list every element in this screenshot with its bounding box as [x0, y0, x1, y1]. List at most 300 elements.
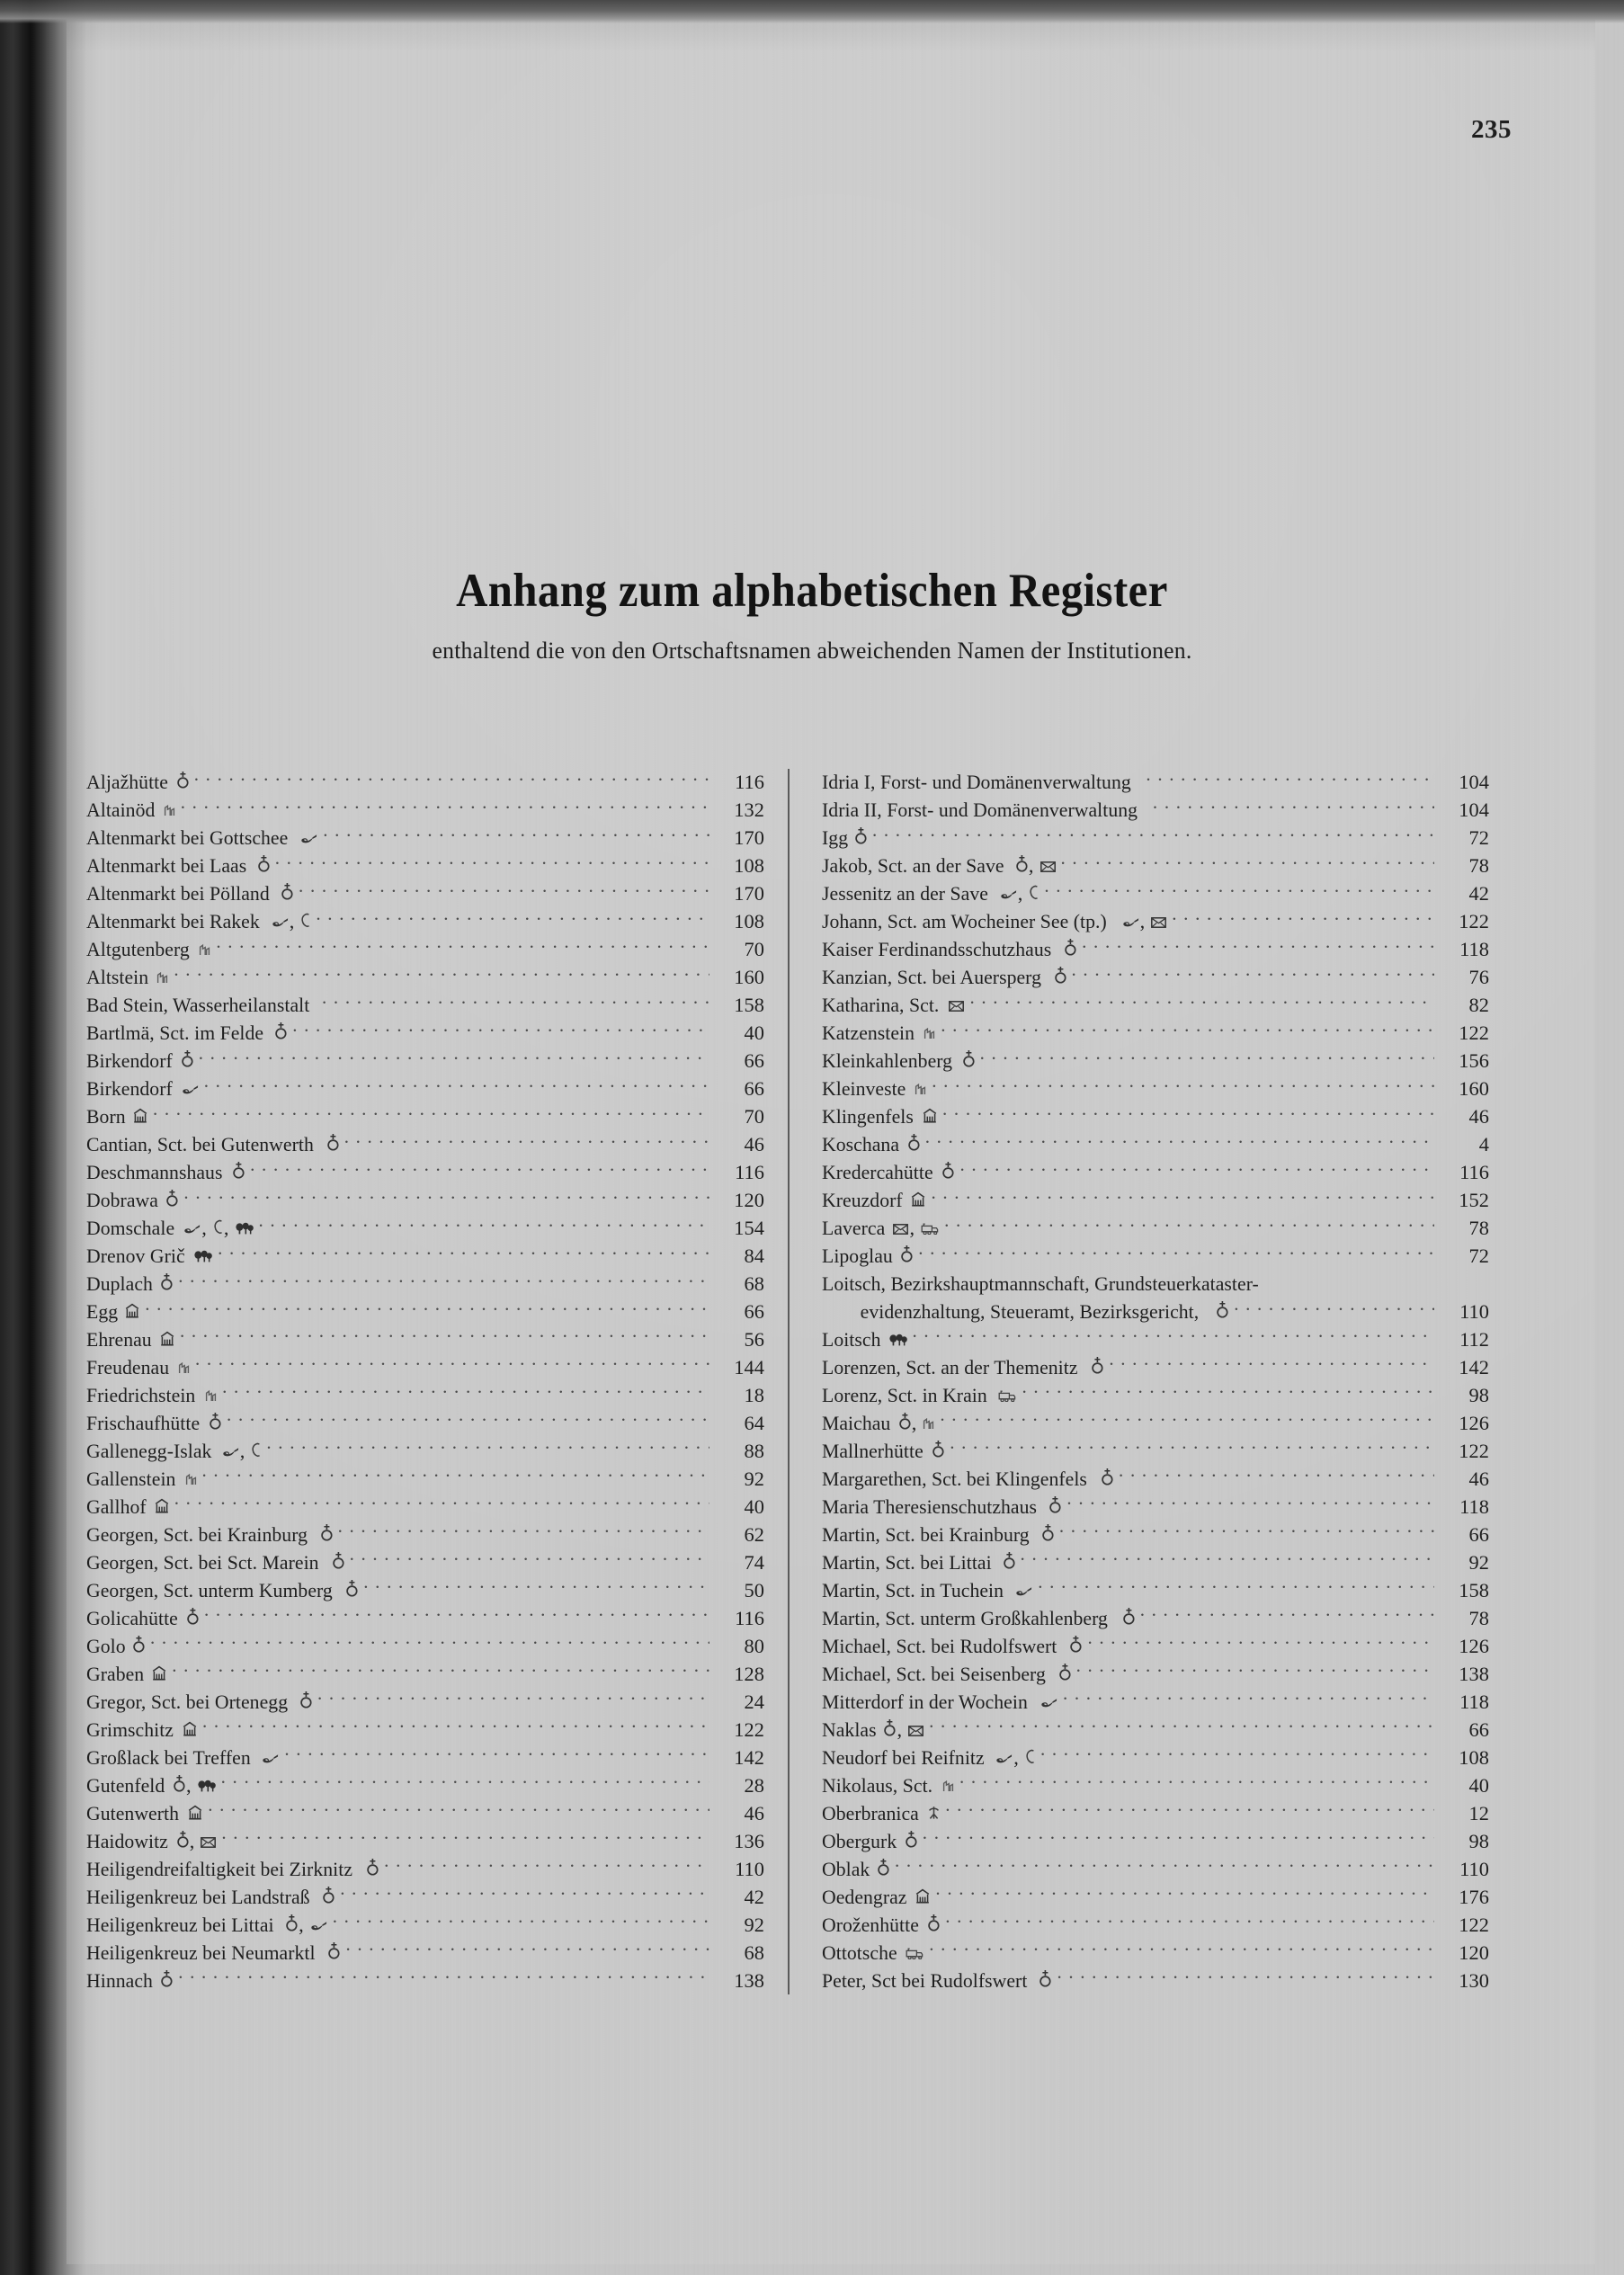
dot-leader [1146, 769, 1434, 789]
dot-leader [1057, 1967, 1434, 1986]
dot-leader [959, 1771, 1434, 1791]
index-entry-page: 40 [744, 1022, 764, 1045]
index-entry-page: 132 [734, 798, 764, 822]
index-entry-name: evidenzhaltung, Steueramt, Bezirksgericht, [860, 1300, 1200, 1324]
index-entry-name: Naklas [822, 1717, 877, 1741]
castle-icon [188, 1805, 202, 1820]
church-icon [906, 1831, 917, 1848]
index-entry-page: 118 [1459, 938, 1489, 961]
index-entry-name: Laverca [822, 1217, 886, 1240]
church-icon [182, 1050, 193, 1067]
index-entry-name: Katharina, Sct. [822, 994, 940, 1017]
post-horn-icon [182, 1084, 199, 1095]
dot-leader [316, 908, 709, 928]
symbol-separator: , [1139, 910, 1146, 933]
index-entry-name: Idria II, Forst- und Domänenverwaltung [822, 798, 1138, 822]
index-entry-page: 72 [1468, 1245, 1489, 1268]
church-icon [855, 827, 867, 844]
index-entry-page: 46 [744, 1801, 764, 1824]
church-icon [233, 1162, 245, 1179]
castle-icon [125, 1303, 139, 1318]
castle-icon [155, 1498, 169, 1513]
index-entry-name: Deschmannshaus [86, 1161, 223, 1184]
index-entry-name: Jakob, Sct. an der Save [822, 854, 1004, 878]
index-entry-page: 66 [744, 1300, 764, 1324]
dot-leader [925, 1131, 1434, 1151]
church-icon [1070, 1636, 1082, 1653]
dot-leader [153, 1103, 709, 1123]
dot-leader [1153, 797, 1434, 816]
dot-leader [942, 1103, 1434, 1123]
index-entry [822, 1131, 1489, 1159]
index-column-left [86, 769, 788, 1994]
index-entry-page: 46 [1468, 1105, 1489, 1129]
dot-leader [1040, 1744, 1434, 1763]
church-icon [367, 1859, 379, 1876]
telegraph-icon [213, 1219, 223, 1235]
index-entry-page: 116 [735, 1161, 764, 1184]
dot-leader [323, 825, 709, 844]
index-entry [86, 1799, 764, 1827]
index-columns [86, 769, 1543, 1994]
symbol-separator: , [1028, 854, 1034, 878]
index-entry-name: Gallhof [86, 1494, 147, 1518]
index-entry-name: Georgen, Sct. unterm Kumberg [86, 1578, 333, 1601]
index-entry-page: 116 [735, 771, 764, 794]
church-icon [177, 772, 189, 789]
index-entry-page: 28 [744, 1773, 764, 1797]
telegraph-icon [1025, 1749, 1035, 1764]
index-entry [86, 1243, 764, 1271]
church-icon [901, 1245, 913, 1262]
index-entry-name: Grimschitz [86, 1717, 174, 1741]
index-entry-name: Großlack bei Treffen [86, 1745, 251, 1769]
index-entry [86, 1744, 764, 1771]
post-horn-icon [310, 1920, 327, 1932]
dot-leader [178, 1271, 709, 1290]
index-entry-name: Altainöd [86, 798, 156, 822]
post-horn-icon [262, 1753, 279, 1764]
index-entry-page: 170 [734, 882, 764, 906]
index-entry [86, 1661, 764, 1689]
index-entry [822, 1020, 1489, 1048]
dot-leader [194, 769, 709, 789]
ruins-icon [178, 1361, 190, 1374]
ruins-icon [199, 943, 210, 956]
index-entry-name: Martin, Sct. unterm Großkahlenberg [822, 1606, 1108, 1629]
church-icon [323, 1887, 335, 1904]
dot-leader [174, 1494, 709, 1513]
church-icon [1217, 1301, 1228, 1318]
index-entry-page: 4 [1478, 1133, 1489, 1156]
index-entry-page: 70 [744, 938, 764, 961]
post-horn-icon [222, 1446, 239, 1458]
index-entry [822, 1382, 1489, 1410]
index-entry-page: 128 [734, 1662, 764, 1685]
index-entry-page: 40 [744, 1494, 764, 1518]
symbol-separator: , [223, 1217, 229, 1240]
index-entry [86, 1466, 764, 1494]
index-entry-page: 110 [735, 1857, 764, 1880]
index-entry-page: 170 [734, 826, 764, 850]
church-icon [942, 1162, 954, 1179]
index-entry [86, 1187, 764, 1215]
dot-leader [945, 1799, 1434, 1819]
index-entry [86, 1549, 764, 1577]
church-icon [878, 1859, 889, 1876]
index-entry [822, 797, 1489, 825]
index-entry-name: Graben [86, 1662, 145, 1685]
index-entry [86, 1131, 764, 1159]
dot-leader [950, 1438, 1434, 1458]
title-block [0, 567, 1624, 665]
index-entry-page: 76 [1468, 966, 1489, 989]
church-icon [1016, 855, 1028, 872]
index-entry [86, 1382, 764, 1410]
church-icon [327, 1134, 339, 1151]
index-entry-name: Martin, Sct. in Tuchein [822, 1578, 1004, 1601]
church-icon [1102, 1468, 1113, 1485]
index-entry [822, 1605, 1489, 1633]
index-entry-name: Heiligendreifaltigkeit bei Zirknitz [86, 1857, 353, 1880]
forest-icon [236, 1222, 254, 1235]
church-icon [1065, 939, 1076, 956]
church-icon [275, 1022, 287, 1039]
index-entry-page: 72 [1468, 826, 1489, 850]
index-entry-name: Golicahütte [86, 1606, 178, 1629]
index-entry-name: Koschana [822, 1133, 900, 1156]
index-entry [86, 1075, 764, 1103]
index-entry-page: 126 [1459, 1412, 1489, 1435]
index-entry-page: 144 [734, 1356, 764, 1379]
telegraph-icon [1029, 885, 1039, 900]
index-entry [86, 1103, 764, 1131]
church-icon [187, 1608, 199, 1625]
index-entry-page: 108 [734, 854, 764, 878]
index-entry [86, 1967, 764, 1994]
index-entry [86, 797, 764, 825]
dot-leader [1082, 936, 1434, 956]
dot-leader [204, 1605, 709, 1625]
index-entry-page: 122 [1459, 1022, 1489, 1045]
index-entry-page: 158 [734, 994, 764, 1017]
index-entry-page: 120 [1459, 1940, 1489, 1964]
index-entry-name: Altenmarkt bei Gottschee [86, 826, 289, 850]
index-entry-page: 110 [1459, 1300, 1489, 1324]
symbol-separator: , [911, 1412, 917, 1435]
index-entry-name: Oroženhütte [822, 1913, 919, 1936]
castle-icon [911, 1191, 925, 1207]
index-entry-name: Ehrenau [86, 1328, 152, 1352]
page-subtitle: enthaltend die von den Ortschaftsnamen abweichenden Namen der Institutionen. [432, 636, 1192, 664]
index-entry [86, 1159, 764, 1187]
forest-icon [198, 1780, 216, 1792]
dot-leader [292, 1020, 709, 1039]
index-entry-page: 156 [1459, 1049, 1489, 1073]
index-entry-name: Born [86, 1105, 126, 1129]
mine-icon [928, 1806, 940, 1820]
church-icon [177, 1831, 189, 1848]
index-entry [822, 769, 1489, 797]
dot-leader [1044, 880, 1434, 900]
index-entry [822, 880, 1489, 908]
index-entry-name: Altenmarkt bei Rakek [86, 910, 260, 933]
index-entry-name: Georgen, Sct. bei Sct. Marein [86, 1550, 319, 1574]
index-entry [822, 1855, 1489, 1883]
index-entry-name: Bartlmä, Sct. im Felde [86, 1022, 264, 1045]
index-entry-name: Kanzian, Sct. bei Auersperg [822, 966, 1041, 989]
index-entry-name: Altenmarkt bei Laas [86, 854, 247, 878]
index-entry-name: Altstein [86, 966, 149, 989]
dot-leader [913, 1326, 1434, 1346]
church-icon [281, 883, 293, 900]
index-entry-page: 66 [744, 1077, 764, 1101]
dot-leader [1063, 1688, 1434, 1708]
ruins-icon [205, 1389, 217, 1402]
index-entry-page: 142 [1459, 1356, 1489, 1379]
church-icon [258, 855, 270, 872]
dot-leader [322, 992, 709, 1012]
index-entry-page: 62 [744, 1522, 764, 1546]
index-entry-page: 112 [1459, 1328, 1489, 1352]
index-entry-name: Martin, Sct. bei Littai [822, 1550, 992, 1574]
index-entry-name: Kleinveste [822, 1077, 906, 1101]
index-entry [86, 1577, 764, 1605]
ruins-icon [942, 1780, 954, 1792]
dot-leader [218, 1243, 709, 1262]
post-envelope-icon [893, 1224, 908, 1235]
index-entry [822, 1688, 1489, 1716]
index-entry-name: Maria Theresienschutzhaus [822, 1494, 1038, 1518]
dot-leader [1140, 1605, 1434, 1625]
index-entry-page: 66 [1468, 1717, 1489, 1741]
index-entry [822, 1744, 1489, 1771]
index-entry-page: 18 [744, 1384, 764, 1407]
index-entry [822, 1159, 1489, 1187]
index-entry-name: Heiligenkreuz bei Neumarktl [86, 1940, 316, 1964]
index-entry-name: Frischaufhütte [86, 1412, 201, 1435]
index-entry-name: Altenmarkt bei Pölland [86, 882, 270, 906]
index-entry-name: Nikolaus, Sct. [822, 1773, 933, 1797]
dot-leader [208, 1799, 709, 1819]
dot-leader [266, 1438, 709, 1458]
index-entry-page: 158 [1459, 1578, 1489, 1601]
dot-leader [333, 1911, 709, 1931]
index-entry-page: 42 [1468, 882, 1489, 906]
dot-leader [1234, 1298, 1434, 1318]
dot-leader [980, 1048, 1434, 1067]
index-entry [86, 936, 764, 964]
dot-leader [1038, 1577, 1434, 1597]
index-entry-page: 160 [1459, 1077, 1489, 1101]
index-entry-name: Kaiser Ferdinandsschutzhaus [822, 938, 1052, 961]
dot-leader [202, 1716, 709, 1735]
index-entry-name: Freudenau [86, 1356, 170, 1379]
index-entry-page: 136 [734, 1829, 764, 1852]
index-entry [822, 1271, 1489, 1298]
index-entry-name: Michael, Sct. bei Seisenberg [822, 1662, 1046, 1685]
index-entry-page: 84 [744, 1245, 764, 1268]
dot-leader [969, 992, 1434, 1012]
dot-leader [363, 1577, 709, 1597]
church-icon [908, 1134, 920, 1151]
index-entry-name: Klingenfels [822, 1105, 914, 1129]
post-envelope-icon [949, 1001, 964, 1012]
index-entry [822, 1883, 1489, 1911]
index-entry [822, 1466, 1489, 1494]
church-icon [1049, 1496, 1061, 1513]
index-entry-page: 92 [1468, 1550, 1489, 1574]
index-entry-name: Egg [86, 1300, 119, 1324]
index-entry-page: 120 [734, 1189, 764, 1212]
dot-leader [284, 1744, 709, 1763]
church-icon [899, 1413, 911, 1430]
index-entry [822, 1827, 1489, 1855]
symbol-separator: , [909, 1217, 915, 1240]
symbol-separator: , [189, 1829, 195, 1852]
post-horn-icon [272, 916, 289, 928]
index-entry [86, 908, 764, 936]
index-entry [86, 1438, 764, 1466]
index-entry [822, 908, 1489, 936]
index-entry-page: 56 [744, 1328, 764, 1352]
dot-leader [345, 1939, 709, 1958]
index-entry-page: 104 [1459, 771, 1489, 794]
church-icon [928, 1914, 940, 1932]
symbol-separator: , [289, 910, 295, 933]
dot-leader [174, 964, 709, 984]
index-entry-page: 118 [1459, 1690, 1489, 1713]
index-entry-page: 122 [1459, 1913, 1489, 1936]
index-entry-name: Johann, Sct. am Wocheiner See (tp.) [822, 910, 1107, 933]
index-entry-name: Lorenzen, Sct. an der Themenitz [822, 1356, 1078, 1379]
church-icon [884, 1719, 896, 1736]
index-entry [86, 1048, 764, 1075]
index-entry [822, 1939, 1489, 1967]
index-entry-page: 110 [1459, 1857, 1489, 1880]
dot-leader [250, 1159, 709, 1179]
forest-icon [889, 1334, 907, 1346]
index-entry-name: Oberbranica [822, 1801, 919, 1824]
dot-leader [299, 880, 709, 900]
index-entry-name: Friedrichstein [86, 1384, 196, 1407]
index-entry-name: Kreuzdorf [822, 1189, 903, 1212]
index-entry-name: Dobrawa [86, 1189, 158, 1212]
index-entry-name: Bad Stein, Wasserheilanstalt [86, 994, 310, 1017]
index-entry [822, 964, 1489, 992]
dot-leader [1076, 1661, 1434, 1681]
dot-leader [259, 1215, 710, 1235]
dot-leader [929, 1716, 1434, 1735]
dot-leader [195, 1354, 709, 1374]
index-entry [86, 1911, 764, 1939]
index-entry-page: 88 [744, 1440, 764, 1463]
index-entry [86, 1771, 764, 1799]
index-entry [822, 1103, 1489, 1131]
post-horn-icon [183, 1223, 201, 1235]
index-entry [86, 1633, 764, 1661]
index-entry-name: Igg [822, 826, 849, 850]
index-entry [822, 1326, 1489, 1354]
index-entry-page: 50 [744, 1578, 764, 1601]
symbol-separator: , [185, 1773, 192, 1797]
index-entry-name: Oblak [822, 1857, 870, 1880]
dot-leader [945, 1911, 1434, 1931]
dot-leader [1021, 1549, 1434, 1569]
dot-leader [227, 1410, 709, 1430]
index-entry [822, 1438, 1489, 1466]
index-entry-name: Hinnach [86, 1968, 153, 1992]
post-horn-icon [1122, 916, 1139, 928]
index-entry [86, 1215, 764, 1243]
ruins-icon [164, 804, 175, 816]
church-icon [328, 1942, 340, 1959]
dot-leader [1278, 1271, 1434, 1290]
index-entry-page: 122 [1459, 910, 1489, 933]
dot-leader [202, 1466, 709, 1485]
index-entry-name: Gregor, Sct. bei Ortenegg [86, 1690, 289, 1713]
index-entry-name: Neudorf bei Reifnitz [822, 1745, 985, 1769]
dot-leader [929, 1939, 1434, 1958]
index-entry-name: Mitterdorf in der Wochein [822, 1690, 1028, 1713]
ruins-icon [156, 971, 168, 984]
dot-leader [150, 1633, 709, 1653]
index-entry-page: 104 [1459, 798, 1489, 822]
dot-leader [1172, 908, 1434, 928]
index-entry [822, 1633, 1489, 1661]
index-entry [822, 992, 1489, 1020]
index-entry-page: 74 [744, 1550, 764, 1574]
index-entry [86, 1855, 764, 1883]
index-entry-page: 126 [1459, 1634, 1489, 1657]
index-entry-name: Martin, Sct. bei Krainburg [822, 1522, 1030, 1546]
index-entry-page: 108 [734, 910, 764, 933]
index-entry [86, 1020, 764, 1048]
dot-leader [944, 1215, 1434, 1235]
church-icon [963, 1050, 975, 1067]
index-entry-name: Gutenfeld [86, 1773, 165, 1797]
index-entry-page: 40 [1468, 1773, 1489, 1797]
ruins-icon [185, 1473, 197, 1485]
church-icon [300, 1691, 312, 1708]
index-entry-page: 138 [734, 1968, 764, 1992]
symbol-separator: , [201, 1217, 207, 1240]
dot-leader [350, 1549, 709, 1569]
index-entry-name: Heiligenkreuz bei Littai [86, 1913, 274, 1936]
index-entry-page: 46 [1468, 1468, 1489, 1490]
dot-leader [918, 1243, 1434, 1262]
index-entry [822, 1354, 1489, 1382]
dot-leader [384, 1855, 709, 1875]
telegraph-icon [251, 1442, 261, 1458]
post-horn-icon [1040, 1697, 1057, 1708]
dot-leader [183, 1187, 709, 1207]
dot-leader [221, 1771, 709, 1791]
index-entry-name: Lorenz, Sct. in Krain [822, 1384, 987, 1407]
index-entry-page: 42 [744, 1885, 764, 1908]
index-entry-name: Jessenitz an der Save [822, 882, 988, 906]
index-entry-name: Katzenstein [822, 1022, 915, 1045]
index-entry-page: 116 [735, 1606, 764, 1629]
dot-leader [1059, 1521, 1434, 1541]
index-column-right [788, 769, 1489, 1994]
index-entry [822, 1661, 1489, 1689]
dot-leader [1066, 1494, 1434, 1513]
index-entry [822, 1048, 1489, 1075]
index-entry-name: Oedengraz [822, 1885, 907, 1908]
dot-leader [931, 1187, 1434, 1207]
index-entry-name: Gutenwerth [86, 1801, 180, 1824]
